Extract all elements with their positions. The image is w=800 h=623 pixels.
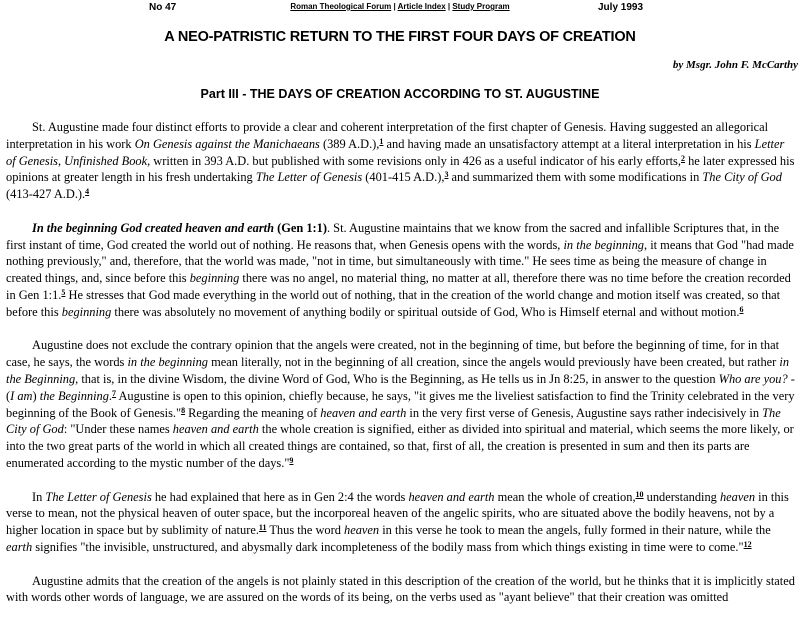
emphasis-text: The City of God <box>702 170 782 185</box>
part-title: Part III - THE DAYS OF CREATION ACCORDING TO ST. AUGUSTINE <box>200 87 600 101</box>
text-run: (401-415 A.D.), <box>362 170 445 185</box>
footnote-link[interactable]: 3 <box>444 170 449 180</box>
article-body <box>6 119 796 623</box>
text-run: . <box>108 388 113 403</box>
emphasis-text: On Genesis against the Manichaeans <box>134 136 320 151</box>
nav-separator: | <box>445 2 453 11</box>
emphasis-text: The City of God <box>6 405 781 437</box>
emphasis-text: heaven <box>719 489 756 504</box>
article-paragraph <box>6 119 796 203</box>
text-run: He stresses that God made everything in the world out of nothing, that in the creation of the world change and motion itself was created, so that before this <box>6 287 781 319</box>
footnote-link[interactable]: 11 <box>258 523 267 533</box>
text-run: in this verse to mean, not the physical heaven of outer space, but the incorporeal heaven of the angelic spirits, who are situated above the bodily heavens, not by a higher location in space but by sublimity of nature. <box>6 489 789 538</box>
issue-date: July 1993 <box>598 2 644 13</box>
emphasis-text: Who are you? <box>718 371 788 386</box>
emphasis-text: the Beginning <box>39 388 109 403</box>
emphasis-text: In the beginning God created heaven and earth <box>32 220 274 235</box>
text-run: in the very first verse of Genesis, Augustine says rather indecisively in <box>406 405 763 420</box>
text-run: Thus the word <box>266 523 345 538</box>
footnote-link[interactable]: 9 <box>289 455 294 465</box>
footnote-ref[interactable] <box>744 540 752 549</box>
text-run: , it means that God "had made nothing previously," and, therefore, that the world was made, "not in time, but simultaneously with time." He sees time as being the measure of change in created things, and, since before this <box>6 237 794 286</box>
emphasis-text: Letter of Genesis, Unfinished Book <box>6 136 785 168</box>
footnote-link[interactable]: 1 <box>379 136 384 146</box>
article-paragraph <box>6 220 796 321</box>
footnote-ref[interactable] <box>636 490 644 499</box>
text-run: there was absolutely no movement of anything bodily or spiritual outside of God, Who is Himself eternal and without motion. <box>111 304 740 319</box>
footnote-link[interactable]: 7 <box>112 388 117 398</box>
emphasis-text: heaven <box>344 523 380 538</box>
issue-number: No 47 <box>149 2 177 13</box>
article-paragraph <box>6 573 796 607</box>
text-run: and summarized them with some modifications in <box>448 170 703 185</box>
footnote-link[interactable]: 12 <box>743 539 752 549</box>
text-run: and having made an unsatisfactory attempt at a literal interpretation in his <box>383 136 755 151</box>
text-run: he had explained that here as in Gen 2:4 the words <box>151 489 409 504</box>
text-run: : "Under these names <box>63 422 173 437</box>
emphasis-text: heaven and earth <box>408 489 495 504</box>
emphasis-text: beginning <box>61 304 112 319</box>
text-run: . St. Augustine maintains that we know from the sacred and infallible Scriptures that, in the first instant of time, God created the world out of nothing. He reasons that, when Genesis opens with the words, <box>6 220 780 252</box>
text-run: the whole creation is signified, either as divided into spiritual and material, which seems the more likely, or into the two great parts of the world in which all created things are contained, so that, first of all, the creation is presented in sum and then its parts are enumerated according to the mystic number of the days." <box>6 422 794 470</box>
text-run: Augustine is open to this opinion, chiefly because, he says, "it gives me the liveliest satisfaction to find the Trinity celebrated in the very beginning of the Book of Genesis." <box>6 388 795 420</box>
page-header <box>0 2 800 16</box>
footnote-link[interactable]: 10 <box>635 489 644 499</box>
text-run: mean literally, not in the beginning of all creation, since the angels would previously have been created, but rather <box>208 355 780 370</box>
text-run: In <box>32 489 46 504</box>
text-run: Regarding the meaning of <box>185 405 321 420</box>
text-run: Augustine does not exclude the contrary opinion that the angels were created, not in the beginning of time, but before the beginning of time, for in that case, he says, the words <box>6 338 780 370</box>
article-title: A NEO-PATRISTIC RETURN TO THE FIRST FOUR DAYS OF CREATION <box>164 29 636 45</box>
text-run: (389 A.D.), <box>319 136 380 151</box>
header-nav <box>250 2 550 11</box>
footnote-link[interactable]: 6 <box>739 304 744 314</box>
article-paragraph <box>6 489 796 556</box>
article-paragraph <box>6 337 796 471</box>
link-study-program[interactable]: Study Program <box>452 2 510 11</box>
emphasis-text: earth <box>6 539 33 554</box>
text-run: , that is, in the divine Wisdom, the divine Word of God, Who is the Beginning, as He tells us in Jn 8:25, in answer to the question <box>75 371 719 386</box>
footnote-link[interactable]: 5 <box>61 287 66 297</box>
emphasis-text: beginning <box>189 271 240 286</box>
footnote-ref[interactable] <box>739 305 743 314</box>
emphasis-text: in the Beginning <box>6 355 790 386</box>
emphasis-text: in the beginning <box>127 355 208 370</box>
text-run: (Gen 1:1) <box>273 220 327 235</box>
text-run: - ( <box>6 371 795 403</box>
text-run: Augustine admits that the creation of the angels is not plainly stated in this description of the creation of the world, but he thinks that it is implicitly stated with words other words of language, we are assured on the words of its being, on the verbs used as "ayant believe" that their creation was omitted <box>6 573 795 605</box>
text-run: mean the whole of creation, <box>494 489 636 504</box>
emphasis-text: The Letter of Genesis <box>45 489 152 504</box>
text-run: signifies "the invisible, unstructured, and abysmally dark incompleteness of the bodily mass from which things existing in time were to come." <box>32 539 744 554</box>
nav-separator: | <box>391 2 398 11</box>
text-run: , written in 393 A.D. but published with some revisions only in 426 as a useful indicator of his early efforts, <box>147 153 681 168</box>
footnote-ref[interactable] <box>85 187 89 196</box>
text-run: in this verse he took to mean the angels, fully formed in their nature, while the <box>379 523 771 538</box>
footnote-ref[interactable] <box>289 456 293 465</box>
emphasis-text: The Letter of Genesis <box>255 170 363 185</box>
text-run: St. Augustine made four distinct efforts to provide a clear and coherent interpretation of the first chapter of Genesis. Having suggested an allegorical interpretation in his work <box>6 120 769 151</box>
link-article-index[interactable]: Article Index <box>397 2 446 11</box>
text-run: he later expressed his opinions at greater length in his fresh undertaking <box>6 153 795 185</box>
footnote-link[interactable]: 4 <box>85 187 90 197</box>
emphasis-text: I am <box>10 388 33 403</box>
footnote-link[interactable]: 2 <box>680 153 685 163</box>
link-roman-theological-forum[interactable]: Roman Theological Forum <box>290 2 392 11</box>
emphasis-text: heaven and earth <box>320 405 407 420</box>
text-run: understanding <box>643 489 720 504</box>
text-run: ) <box>32 388 40 403</box>
emphasis-text: heaven and earth <box>172 422 259 437</box>
byline: by Msgr. John F. McCarthy <box>672 59 798 71</box>
text-run: there was no angel, no material thing, no matter at all, therefore there was no time before the creation recorded in Gen 1:1. <box>6 271 791 302</box>
footnote-link[interactable]: 8 <box>181 405 186 415</box>
text-run: (413-427 A.D.). <box>6 187 86 202</box>
emphasis-text: in the beginning <box>563 237 644 252</box>
